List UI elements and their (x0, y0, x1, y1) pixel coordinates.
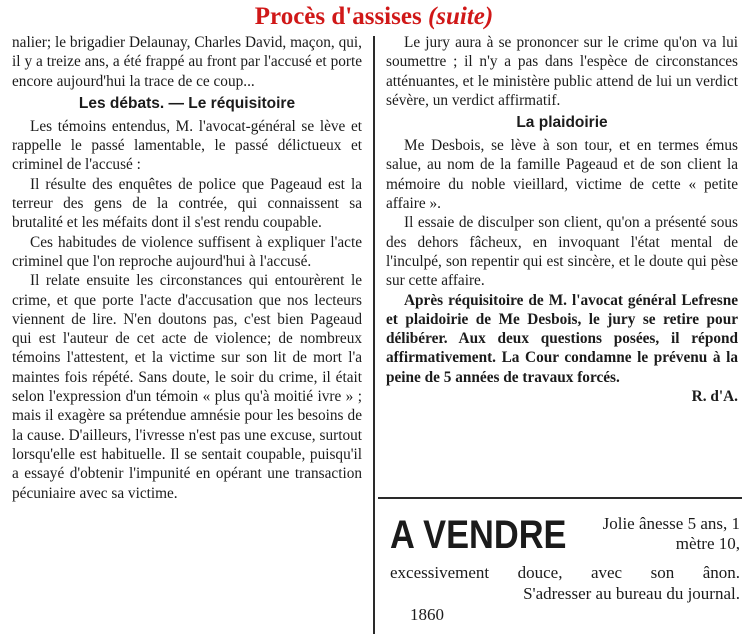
right-paragraph-2: Il essaie de disculper son client, qu'on a présenté sous des dehors fâcheux, en invoquant l'état mental de l'inculpé, son repentir qui est sincère, et le doute qui pèse sur cette affaire. (386, 214, 738, 290)
right-column (386, 33, 738, 406)
left-paragraph-4: Il relate ensuite les circonstances qui entourèrent le crime, et que porte l'acte d'accusation que nos lecteurs viennent de lire. N'en doutons pas, c'est bien Pageaud qui est l'auteur de cet acte de violence; de nombreux témoins l'attestent, et la victime sur son lit de mort l'a maintes fois répété. Sans doute, le soir du crime, il était selon l'expression d'un témoin « plus qu'à moitié ivre » ; mais il exagère sa prétendue amnésie pour les besoins de la cause. D'ailleurs, l'ivresse n'est pas une excuse, surtout lorsqu'elle est habituelle. Il se sentait coupable, puisqu'il a essayé d'obtenir l'impunité en opérant une transaction pécuniaire avec sa victime. (12, 272, 362, 502)
left-intro-paragraph: nalier; le brigadier Delaunay, Charles David, maçon, qui, il y a treize ans, a été frappé au front par l'accusé et porte encore aujourd'hui la trace de ce coup... (12, 34, 362, 90)
title-main: Procès d'assises (254, 3, 428, 30)
right-intro-paragraph: Le jury aura à se prononcer sur le crime qu'on va lui soumettre ; il n'y a pas dans l'espèce de circonstances atténuantes, et le ministère public attend de lui un verdict sévère, un verdict affirmatif. (386, 34, 738, 109)
signature: R. d'A. (691, 388, 738, 406)
left-paragraph-2: Il résulte des enquêtes de police que Pageaud est la terreur des gens de la contrée, qui connaissent sa brutalité et les méfaits dont il s'est rendu coupable. (12, 175, 362, 232)
ad-line-contact: S'adresser au bureau du journal. (523, 584, 740, 603)
title-suite: (suite) (427, 3, 494, 30)
right-paragraph-1: Me Desbois, se lève à son tour, et en termes émus salue, au nom de la famille Pageaud et de son client la mémoire du noble vieillard, victime de cette « petite affaire ». (386, 137, 738, 213)
column-divider (373, 36, 375, 634)
heading-plaidoirie: La plaidoirie (516, 114, 608, 132)
left-paragraph-1: Les témoins entendus, M. l'avocat-général se lève et rappelle le passé lamentable, le passé délictueux et criminel de l'accusé : (12, 117, 362, 174)
left-column (12, 33, 362, 503)
ad-year: 1860 (410, 605, 444, 624)
ad-line-description: excessivement douce, avec son ânon. (390, 563, 740, 582)
heading-debats: Les débats. — Le réquisitoire (78, 94, 296, 112)
advertisement (390, 505, 742, 633)
advertisement-divider (378, 497, 742, 499)
ad-headline: A VENDRE (390, 513, 567, 557)
ad-side-text: Jolie ânesse 5 ans, 1 mètre 10, (602, 514, 740, 553)
left-paragraph-3: Ces habitudes de violence suffisent à expliquer l'acte criminel que l'on reproche aujourd'hui à l'accusé. (12, 233, 362, 270)
page-title (0, 0, 748, 34)
right-paragraph-3: Après réquisitoire de M. l'avocat général Lefresne et plaidoirie de Me Desbois, le jury se retire pour délibérer. Aux deux questions posées, il répond affirmativement. La Cour condamne le prévenu à la peine de 5 années de travaux forcés. (386, 291, 738, 386)
